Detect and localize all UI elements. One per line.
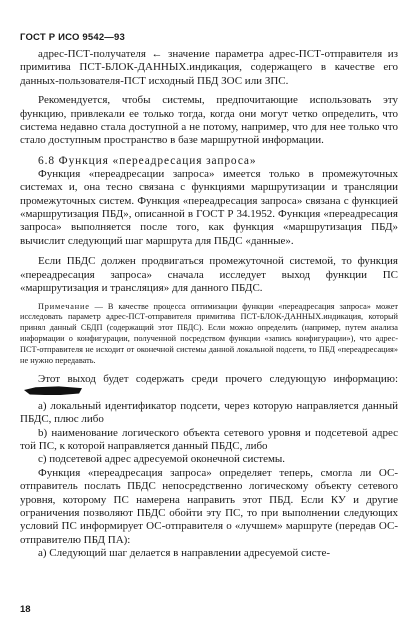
list-item: a) локальный идентификатор подсети, через которую направляется данный ПБДС, плюс либо	[20, 399, 398, 426]
note-lead: Примечание	[38, 301, 90, 311]
section-heading: 6.8 Функция «переадресация запроса»	[38, 154, 257, 167]
paragraph: Если ПБДС должен продвигаться промежуточной системой, то функция «переадресация запроса» сначала исследует выход функции ПС «маршрутизация и трансляция» для данного ПБДС.	[20, 255, 398, 295]
list-item: b) наименование логического объекта сетевого уровня и подсетевой адрес той ПС, к которой направляется данный ПБДС, либо	[20, 426, 398, 452]
output-intro-text: Этот выход будет содержать среди прочего следующую информацию:	[38, 372, 398, 385]
document-header: ГОСТ Р ИСО 9542—93	[20, 32, 125, 43]
list-item: c) подсетевой адрес адресуемой оконечной системы.	[38, 453, 286, 466]
list-item: a) Следующий шаг делается в направлении адресуемой систе-	[38, 547, 331, 560]
ink-blot	[24, 386, 82, 395]
paragraph: Функция «переадресация запроса» определяет теперь, смогла ли ОС-отправитель послать ПБДС непосредственно логическому объекту сетевого уровня, которому ПС намерена направить этот ПБД. Если КУ и другие ограничения позволяют ПБДС обойти эту ПС, то при выполнении следующих условий ПС информирует ОС-отправителя о «лучшем» маршруте (передав ОС-отправителю ПБД ПА):	[20, 466, 398, 546]
page-content	[20, 48, 398, 561]
paragraph: Рекомендуется, чтобы системы, предпочитающие использовать эту функцию, привлекали ее только тогда, когда они могут четко определить, что система недавно стала доступной а не потому, например, что для нее только что стало доступным пространство в базе маршрутной информации.	[20, 94, 398, 147]
paragraph: Функция «переадресации запроса» имеется только в промежуточных системах и, она тесно связана с функциями маршрутизации и трансляции промежуточных систем. Функция «переадресация запроса» связана с функцией «маршрутизация ПБД», описанной в ГОСТ Р 34.1952. Функция «переадресация запроса» выполняется после того, как функция «маршрутизация ПБД» вычислит следующий шаг маршрута для ПБДС «данные».	[20, 167, 398, 247]
output-intro	[20, 373, 398, 400]
note	[20, 302, 398, 367]
paragraph: адрес-ПСТ-получателя ← значение параметра адрес-ПСТ-отправителя из примитива ПСТ-БЛОК-ДАННЫХ.индикация, содержащего в качестве его данных-пользователя-ПСТ исходный ПБД ЗОС или ЗПС.	[20, 48, 398, 87]
page-number: 18	[20, 604, 31, 615]
note-text: — В качестве процесса оптимизации функции «переадресация запроса» может исследовать параметр адрес-ПСТ-отправителя примитива ПСТ-БЛОК-ДАННЫХ.индикация, который принял данный СБДП (содержащий этот ПБДС). Если можно определить (например, путем анализа информации о конфигурации, полученной посредством функции «запись конфигурации»), что адрес-ПСТ-отправителя не исходит от оконечной системы данной локальной подсети, то ПБД «переадресация» не нужно передавать.	[20, 301, 398, 366]
